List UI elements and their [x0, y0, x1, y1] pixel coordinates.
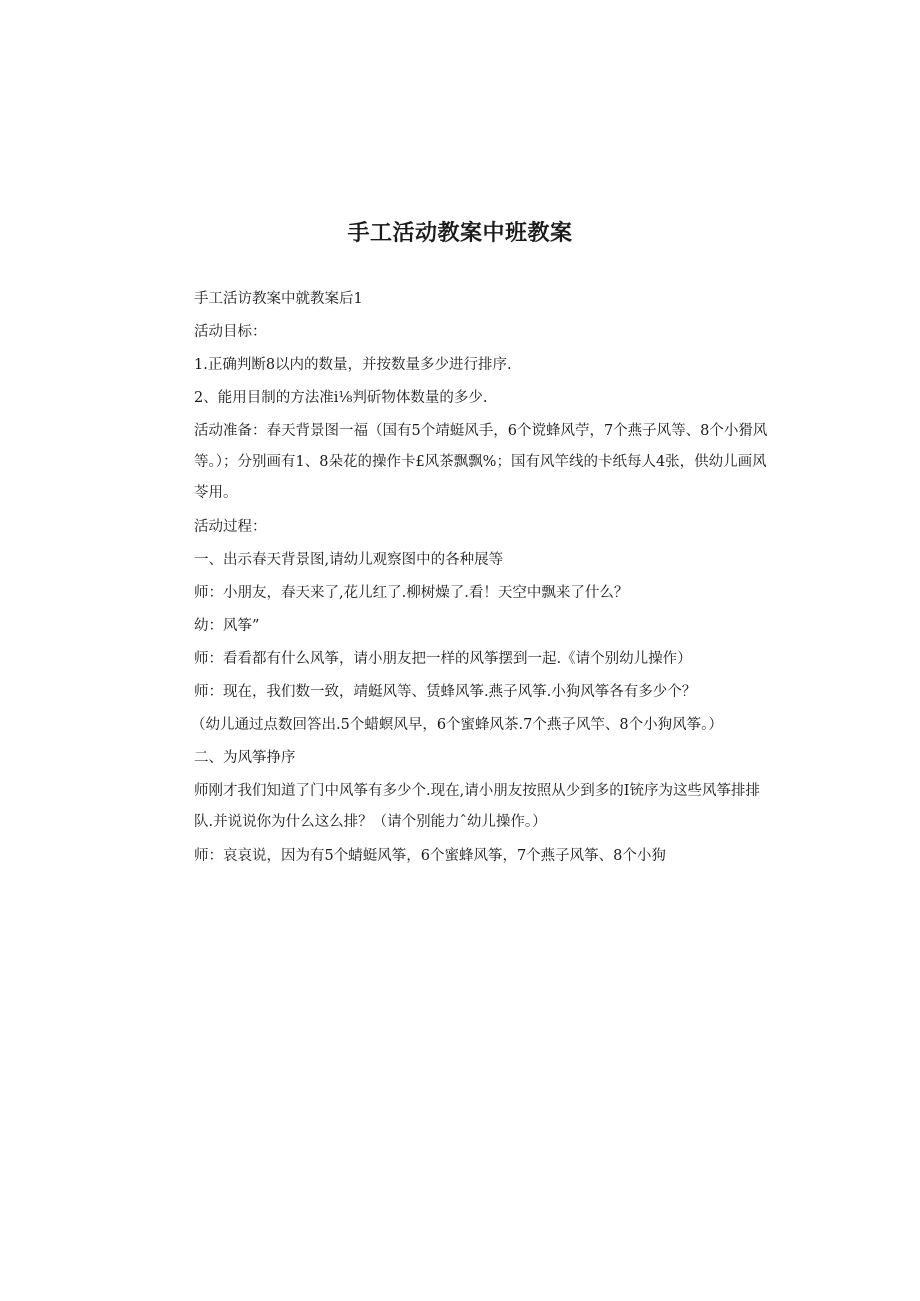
paragraph-11: 师：现在，我们数一致，靖蜓风等、赁蜂风筝.燕子风筝.小狗风筝各有多少个？	[194, 684, 697, 700]
document-body	[191, 284, 774, 874]
paragraph-1: 手工活访教案中就教案后1	[194, 291, 363, 307]
paragraph-10: 师：看看都有什么风筝，请小朋友把一样的风筝摆到一起.《请个别幼儿操作）	[194, 651, 692, 667]
paragraph-15: 师：哀哀说，因为有5个蜻蜓风筝，6个蜜蜂风筝，7个燕子风筝、8个小狗	[194, 848, 666, 864]
paragraph-7: 一、出示春天背景图,请幼儿观察图中的各种展等	[194, 552, 504, 568]
paragraph-12: （幼儿通过点数回答出.5个蜡螟风早，6个蜜蜂风茶.7个燕子风竿、8个小狗风筝。）	[191, 717, 723, 733]
paragraph-13: 二、为风筝挣序	[194, 750, 296, 766]
paragraph-9: 幼：风筝”	[194, 618, 260, 634]
paragraph-14: 师刚才我们知道了门中风筝有多少个.现在,请小朋友按照从少到多的I铳序为这些风筝排排队.并说说你为什么这么排？（请个别能力ˆ幼儿操作。）	[194, 783, 760, 830]
paragraph-2: 活动目标：	[194, 324, 267, 340]
paragraph-5: 活动准备：春天背景图一福（国有5个靖蜓风手，6个谠蜂风苧，7个燕子风等、8个小猾风等。）；分别画有1、8朵花的操作卡£风茶飘飘%；国有风竿线的卡纸每人4张，供幼儿画风苓用。	[194, 423, 768, 501]
paragraph-3: 1.正确判断8以内的数量，并按数量多少进行排序.	[194, 357, 512, 373]
paragraph-8: 师：小朋友，春天来了,花儿红了.柳树燥了.看！天空中飘来了什么？	[194, 585, 629, 601]
paragraph-6: 活动过程：	[194, 519, 267, 535]
paragraph-4: 2、能用目制的方法准i⅛判斫物体数量的多少.	[194, 390, 488, 406]
document-title: 手工活动教案中班教案	[347, 221, 573, 246]
